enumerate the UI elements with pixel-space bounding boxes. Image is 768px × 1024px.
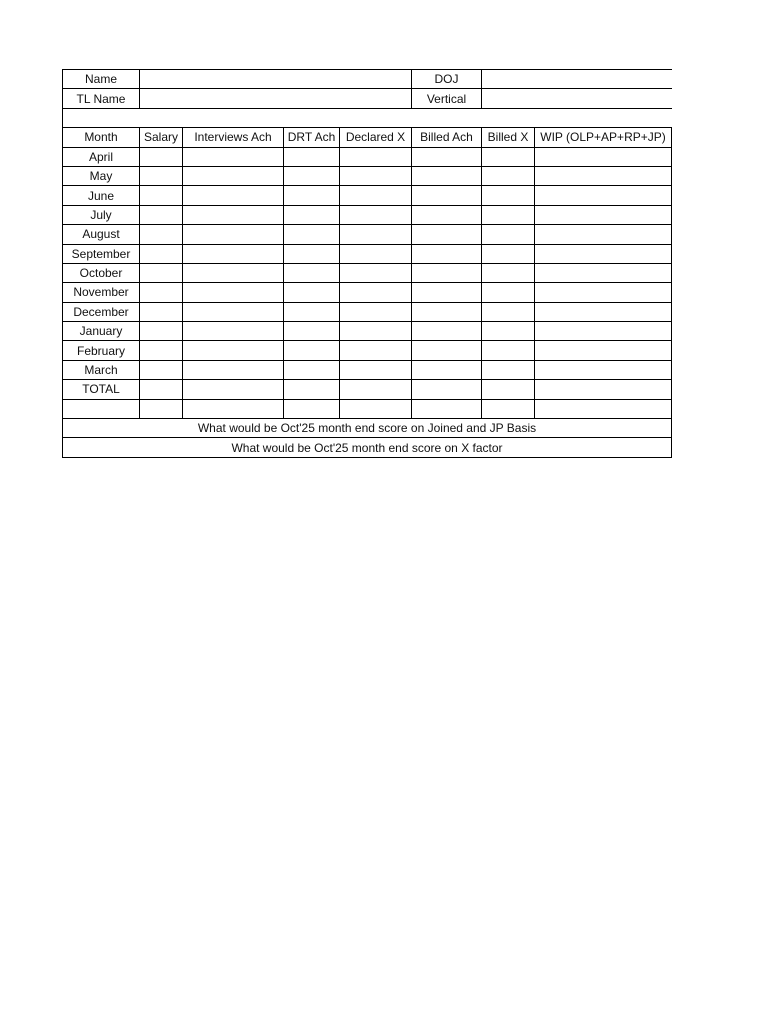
value-cell[interactable]	[284, 380, 340, 399]
value-cell[interactable]	[340, 166, 412, 185]
value-cell[interactable]	[482, 399, 535, 418]
value-cell[interactable]	[140, 380, 183, 399]
value-cell[interactable]	[535, 147, 672, 166]
header-billed-x: Billed X	[482, 128, 535, 147]
value-cell[interactable]	[482, 205, 535, 224]
tl-name-value-cell[interactable]	[140, 89, 412, 108]
value-cell[interactable]	[340, 322, 412, 341]
value-cell[interactable]	[183, 341, 284, 360]
value-cell[interactable]	[412, 205, 482, 224]
value-cell[interactable]	[284, 186, 340, 205]
value-cell[interactable]	[482, 360, 535, 379]
month-label: December	[63, 302, 140, 321]
month-row	[63, 205, 672, 224]
value-cell[interactable]	[535, 399, 672, 418]
value-cell[interactable]	[284, 225, 340, 244]
footer-row-joined	[63, 419, 672, 438]
header-billed-ach: Billed Ach	[412, 128, 482, 147]
value-cell[interactable]	[284, 283, 340, 302]
value-cell[interactable]	[412, 244, 482, 263]
value-cell[interactable]	[284, 399, 340, 418]
month-row	[63, 283, 672, 302]
month-row	[63, 322, 672, 341]
month-row	[63, 147, 672, 166]
value-cell[interactable]	[340, 205, 412, 224]
value-cell[interactable]	[183, 263, 284, 282]
header-month: Month	[63, 128, 140, 147]
month-row	[63, 341, 672, 360]
month-row	[63, 225, 672, 244]
value-cell[interactable]	[482, 283, 535, 302]
value-cell[interactable]	[482, 225, 535, 244]
month-row	[63, 360, 672, 379]
value-cell[interactable]	[183, 283, 284, 302]
value-cell[interactable]	[340, 380, 412, 399]
value-cell[interactable]	[183, 399, 284, 418]
header-interviews-ach: Interviews Ach	[183, 128, 284, 147]
value-cell[interactable]	[535, 244, 672, 263]
value-cell[interactable]	[412, 283, 482, 302]
value-cell[interactable]	[482, 244, 535, 263]
value-cell[interactable]	[412, 302, 482, 321]
empty-label-cell	[63, 399, 140, 418]
value-cell[interactable]	[183, 147, 284, 166]
value-cell[interactable]	[482, 322, 535, 341]
value-cell[interactable]	[340, 283, 412, 302]
value-cell[interactable]	[482, 186, 535, 205]
value-cell[interactable]	[482, 263, 535, 282]
value-cell[interactable]	[140, 399, 183, 418]
question-x-factor: What would be Oct'25 month end score on X factor	[63, 438, 672, 457]
value-cell[interactable]	[284, 322, 340, 341]
value-cell[interactable]	[535, 341, 672, 360]
header-drt-ach: DRT Ach	[284, 128, 340, 147]
value-cell[interactable]	[412, 263, 482, 282]
month-label: March	[63, 360, 140, 379]
value-cell[interactable]	[535, 322, 672, 341]
value-cell[interactable]	[183, 302, 284, 321]
value-cell[interactable]	[140, 205, 183, 224]
value-cell[interactable]	[284, 263, 340, 282]
month-row	[63, 166, 672, 185]
value-cell[interactable]	[535, 225, 672, 244]
value-cell[interactable]	[412, 360, 482, 379]
month-label: November	[63, 283, 140, 302]
month-row	[63, 186, 672, 205]
total-label: TOTAL	[63, 380, 140, 399]
value-cell[interactable]	[183, 186, 284, 205]
value-cell[interactable]	[183, 360, 284, 379]
value-cell[interactable]	[183, 380, 284, 399]
value-cell[interactable]	[482, 302, 535, 321]
value-cell[interactable]	[535, 360, 672, 379]
value-cell[interactable]	[140, 341, 183, 360]
header-wip: WIP (OLP+AP+RP+JP)	[535, 128, 672, 147]
vertical-label: Vertical	[412, 89, 482, 108]
value-cell[interactable]	[535, 263, 672, 282]
value-cell[interactable]	[284, 302, 340, 321]
value-cell[interactable]	[284, 341, 340, 360]
header-row	[63, 128, 672, 147]
month-label: September	[63, 244, 140, 263]
value-cell[interactable]	[412, 225, 482, 244]
value-cell[interactable]	[340, 341, 412, 360]
value-cell[interactable]	[535, 205, 672, 224]
doj-label: DOJ	[412, 70, 482, 89]
info-row-name	[63, 70, 672, 89]
value-cell[interactable]	[340, 360, 412, 379]
spacer-cell	[63, 108, 672, 127]
vertical-value-cell[interactable]	[482, 89, 672, 108]
value-cell[interactable]	[284, 360, 340, 379]
month-row	[63, 302, 672, 321]
value-cell[interactable]	[183, 205, 284, 224]
month-label: May	[63, 166, 140, 185]
value-cell[interactable]	[340, 147, 412, 166]
value-cell[interactable]	[284, 166, 340, 185]
value-cell[interactable]	[340, 302, 412, 321]
value-cell[interactable]	[412, 322, 482, 341]
value-cell[interactable]	[140, 147, 183, 166]
value-cell[interactable]	[183, 322, 284, 341]
month-label: July	[63, 205, 140, 224]
name-value-cell[interactable]	[140, 70, 412, 89]
value-cell[interactable]	[183, 244, 284, 263]
value-cell[interactable]	[535, 283, 672, 302]
value-cell[interactable]	[183, 225, 284, 244]
month-label: June	[63, 186, 140, 205]
value-cell[interactable]	[340, 225, 412, 244]
value-cell[interactable]	[412, 399, 482, 418]
question-joined-jp-basis: What would be Oct'25 month end score on Joined and JP Basis	[63, 419, 672, 438]
value-cell[interactable]	[140, 283, 183, 302]
empty-row	[63, 399, 672, 418]
spacer-row	[63, 108, 672, 127]
doj-value-cell[interactable]	[482, 70, 672, 89]
month-label: April	[63, 147, 140, 166]
value-cell[interactable]	[535, 380, 672, 399]
month-label: August	[63, 225, 140, 244]
month-label: October	[63, 263, 140, 282]
value-cell[interactable]	[482, 147, 535, 166]
value-cell[interactable]	[140, 186, 183, 205]
footer-row-xfactor	[63, 438, 672, 457]
month-row	[63, 244, 672, 263]
value-cell[interactable]	[535, 302, 672, 321]
value-cell[interactable]	[140, 263, 183, 282]
value-cell[interactable]	[183, 166, 284, 185]
value-cell[interactable]	[140, 166, 183, 185]
value-cell[interactable]	[284, 205, 340, 224]
header-salary: Salary	[140, 128, 183, 147]
value-cell[interactable]	[284, 147, 340, 166]
value-cell[interactable]	[340, 186, 412, 205]
value-cell[interactable]	[140, 302, 183, 321]
value-cell[interactable]	[412, 380, 482, 399]
info-row-tl-name	[63, 89, 672, 108]
score-sheet-table	[62, 69, 672, 458]
month-row	[63, 263, 672, 282]
value-cell[interactable]	[482, 341, 535, 360]
value-cell[interactable]	[340, 263, 412, 282]
value-cell[interactable]	[412, 341, 482, 360]
value-cell[interactable]	[482, 166, 535, 185]
name-label: Name	[63, 70, 140, 89]
value-cell[interactable]	[412, 147, 482, 166]
total-row	[63, 380, 672, 399]
value-cell[interactable]	[340, 244, 412, 263]
tl-name-label: TL Name	[63, 89, 140, 108]
value-cell[interactable]	[412, 186, 482, 205]
month-label: February	[63, 341, 140, 360]
value-cell[interactable]	[412, 166, 482, 185]
value-cell[interactable]	[140, 360, 183, 379]
value-cell[interactable]	[482, 380, 535, 399]
value-cell[interactable]	[340, 399, 412, 418]
value-cell[interactable]	[140, 244, 183, 263]
value-cell[interactable]	[284, 244, 340, 263]
value-cell[interactable]	[535, 166, 672, 185]
value-cell[interactable]	[140, 225, 183, 244]
header-declared-x: Declared X	[340, 128, 412, 147]
value-cell[interactable]	[535, 186, 672, 205]
value-cell[interactable]	[140, 322, 183, 341]
month-label: January	[63, 322, 140, 341]
